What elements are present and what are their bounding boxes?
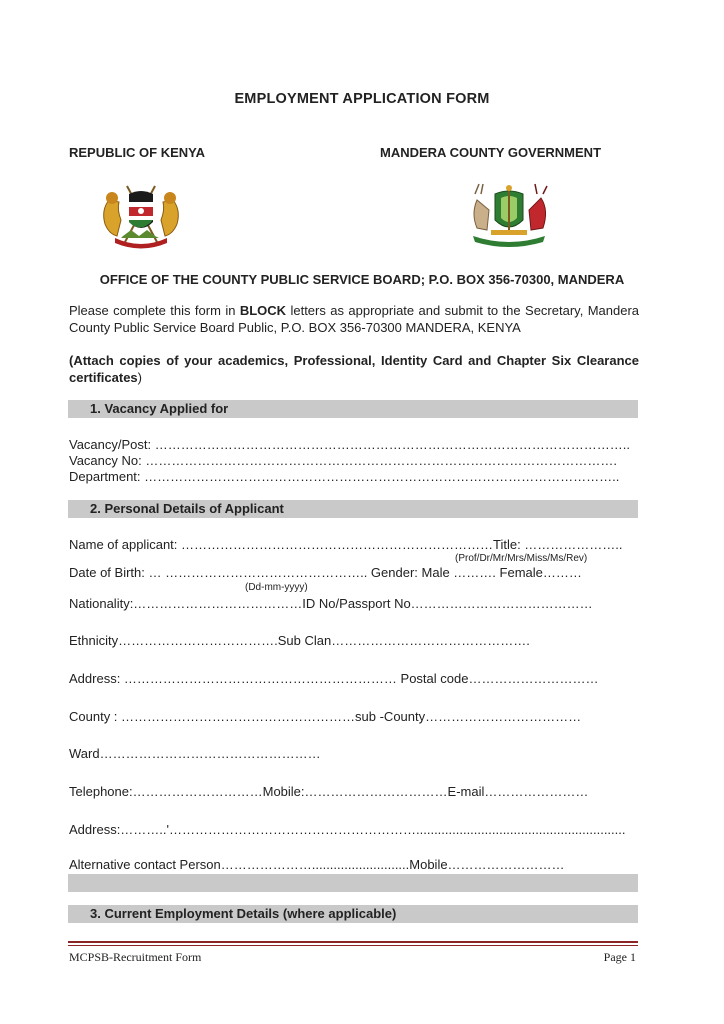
vacancy-post-field[interactable]: Vacancy/Post: ………………………………………………………………………………………………..	[69, 437, 630, 452]
telephone-field[interactable]: Telephone:…………………………Mobile:……………………………E-mail……………………	[69, 784, 589, 799]
mandera-county-coat-of-arms-icon	[463, 180, 555, 250]
footer-rule	[68, 941, 638, 943]
section-2-title: 2. Personal Details of Applicant	[90, 501, 284, 516]
section-2-footer-bar	[68, 874, 638, 892]
address-line-2-field[interactable]: Address:………..'…………………………………………………..........................................................	[69, 822, 626, 837]
republic-of-kenya-heading: REPUBLIC OF KENYA	[69, 145, 206, 160]
applicant-name-field[interactable]: Name of applicant: ………………………………………………………………Title: …………………..	[69, 537, 623, 552]
vacancy-no-field[interactable]: Vacancy No: ……………………………………………………………………………………………….	[69, 453, 617, 468]
instructions-paragraph: Please complete this form in BLOCK letters as appropriate and submit to the Secretary, Mandera County Public Service Board Public, P.O. BOX 356-70300 MANDERA, KENYA	[69, 303, 640, 335]
section-2-header	[68, 500, 638, 518]
title-hint: (Prof/Dr/Mr/Mrs/Miss/Ms/Rev)	[455, 553, 588, 564]
address-field[interactable]: Address: ……………………………………………………… Postal code…………………………	[69, 671, 599, 686]
county-government-heading: MANDERA COUNTY GOVERNMENT	[380, 145, 602, 160]
attachments-note: (Attach copies of your academics, Professional, Identity Card and Chapter Six Clearance certificates)	[69, 353, 639, 385]
section-3-title: 3. Current Employment Details (where applicable)	[90, 906, 397, 921]
section-1-header	[68, 400, 638, 418]
section-3-header	[68, 905, 638, 923]
ethnicity-field[interactable]: Ethnicity……………………………….Sub Clan……………………………………….	[69, 633, 530, 648]
date-of-birth-field[interactable]: Date of Birth: … ……………………………………….. Gender: Male ………. Female………	[69, 565, 582, 580]
office-address-heading: OFFICE OF THE COUNTY PUBLIC SERVICE BOARD; P.O. BOX 356-70300, MANDERA	[99, 272, 625, 287]
footer-form-name: MCPSB-Recruitment Form	[69, 950, 202, 964]
kenya-coat-of-arms-icon	[95, 180, 187, 250]
form-title: EMPLOYMENT APPLICATION FORM	[234, 91, 490, 107]
nationality-field[interactable]: Nationality:…………………………………ID No/Passport No……………………………………	[69, 596, 593, 611]
ward-field[interactable]: Ward……………………………………………	[69, 746, 321, 761]
county-field[interactable]: County : ………………………………………………sub -County………………………………	[69, 709, 582, 724]
department-field[interactable]: Department: ………………………………………………………………………………………………..	[69, 469, 620, 484]
alternative-contact-field[interactable]: Alternative contact Person…………………...........................Mobile………………………	[69, 857, 565, 872]
dob-format-hint: (Dd-mm-yyyy)	[245, 582, 308, 593]
footer-rule-thin	[68, 945, 638, 946]
section-1-title: 1. Vacancy Applied for	[90, 401, 229, 416]
footer-page-number: Page 1	[603, 950, 636, 964]
